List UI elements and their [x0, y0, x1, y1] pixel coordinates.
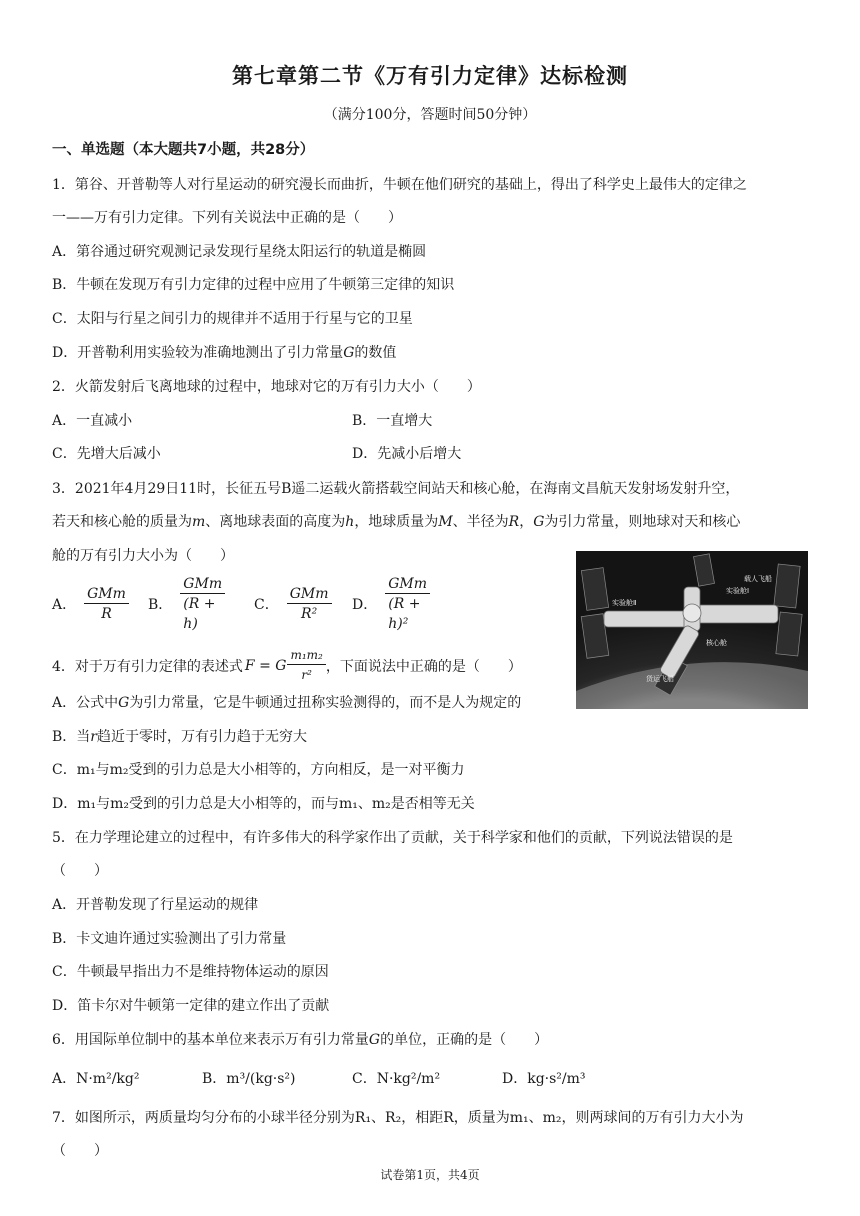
q6-option-a: A．N·m²/kg² [52, 1071, 140, 1087]
q4-option-b: B．当r趋近于零时，万有引力趋于无穷大 [52, 729, 307, 745]
q3-option-a: A． $\frac{\text{GMm}}{R}$ [52, 582, 129, 626]
q5-option-a: A．开普勒发现了行星运动的规律 [52, 897, 259, 913]
q7-stem-line1: 7．如图所示，两质量均匀分布的小球半径分别为R₁、R₂，相距R，质量为m₁、m₂，则两球间的万有引力大小为 [52, 1110, 744, 1126]
q1-option-d: D．开普勒利用实验较为准确地测出了引力常量G的数值 [52, 345, 397, 361]
q4-option-a: A．公式中G为引力常量，它是牛顿通过扭称实验测得的，而不是人为规定的 [52, 695, 522, 711]
q1-stem-line1: 1．第谷、开普勒等人对行星运动的研究漫长而曲折，牛顿在他们研究的基础上，得出了科学史上最伟大的定律之 [52, 177, 747, 193]
q5-option-b: B．卡文迪许通过实验测出了引力常量 [52, 931, 287, 947]
q3-stem-line3: 舱的万有引力大小为（ ） [52, 548, 234, 564]
q2-option-b: B．一直增大 [352, 413, 433, 429]
page-footer: 试卷第1页，共4页 [380, 1168, 480, 1182]
q1-option-a: A．第谷通过研究观测记录发现行星绕太阳运行的轨道是椭圆 [52, 244, 427, 260]
q6-stem: 6．用国际单位制中的基本单位来表示万有引力常量G的单位，正确的是（ ） [52, 1032, 549, 1048]
q5-option-c: C．牛顿最早指出力不是维持物体运动的原因 [52, 964, 329, 980]
space-station-image [576, 551, 808, 709]
photo-label-4: 载人飞船 [744, 575, 772, 583]
q1-option-c: C．太阳与行星之间引力的规律并不适用于行星与它的卫星 [52, 311, 413, 327]
q4-stem: 4．对于万有引力定律的表述式 F = G $\frac{\text{m₁m₂}}{\text{r²}}$ ，下面说法中正确的是（ ） [52, 648, 522, 682]
q2-option-c: C．先增大后减小 [52, 446, 161, 462]
q3-stem-line2: 若天和核心舱的质量为m、离地球表面的高度为h，地球质量为M、半径为R，G为引力常量，则地球对天和核心 [52, 514, 741, 530]
q2-option-a: A．一直减小 [52, 413, 133, 429]
q3-stem-line1: 3．2021年4月29日11时，长征五号B遥二运载火箭搭载空间站天和核心舱，在海南文昌航天发射场发射升空， [52, 481, 740, 497]
q6-option-c: C．N·kg²/m² [352, 1071, 441, 1087]
q3-option-c: C． $\frac{\text{GMm}}{\text{R²}}$ [254, 582, 332, 626]
photo-label-1: 实验舱Ⅰ [726, 587, 750, 595]
q5-stem-line1: 5．在力学理论建立的过程中，有许多伟大的科学家作出了贡献，关于科学家和他们的贡献，下列说法错误的是 [52, 830, 733, 846]
q4-option-c: C．m₁与m₂受到的引力总是大小相等的，方向相反，是一对平衡力 [52, 762, 465, 778]
photo-label-2: 实验舱Ⅱ [612, 599, 637, 607]
q2-option-d: D．先减小后增大 [352, 446, 462, 462]
q7-stem-line2: （ ） [52, 1143, 108, 1159]
q4-option-d: D．m₁与m₂受到的引力总是大小相等的，而与m₁、m₂是否相等无关 [52, 796, 475, 812]
q2-stem: 2．火箭发射后飞离地球的过程中，地球对它的万有引力大小（ ） [52, 379, 481, 395]
q1-option-b: B．牛顿在发现万有引力定律的过程中应用了牛顿第三定律的知识 [52, 277, 455, 293]
q3-option-b: B． $\frac{\text{GMm}}{(R + h)}$ [148, 582, 225, 626]
q5-stem-line2: （ ） [52, 863, 108, 879]
q5-option-d: D．笛卡尔对牛顿第一定律的建立作出了贡献 [52, 998, 330, 1014]
photo-label-3: 核心舱 [706, 639, 727, 647]
q3-option-d: D． $\frac{\text{GMm}}{\text{(R + h)²}}$ [352, 582, 430, 626]
page-title: 第七章第二节《万有引力定律》达标检测 [232, 64, 628, 88]
section-heading: 一、单选题（本大题共7小题，共28分） [52, 142, 315, 158]
space-station-illustration [576, 551, 808, 709]
page-subtitle: （满分100分，答题时间50分钟） [323, 107, 537, 123]
q1-stem-line2: 一——万有引力定律。下列有关说法中正确的是（ ） [52, 210, 402, 226]
photo-label-5: 货运飞船 [646, 675, 674, 683]
q6-option-d: D．kg·s²/m³ [502, 1071, 586, 1087]
q6-option-b: B．m³/(kg·s²) [202, 1071, 296, 1087]
